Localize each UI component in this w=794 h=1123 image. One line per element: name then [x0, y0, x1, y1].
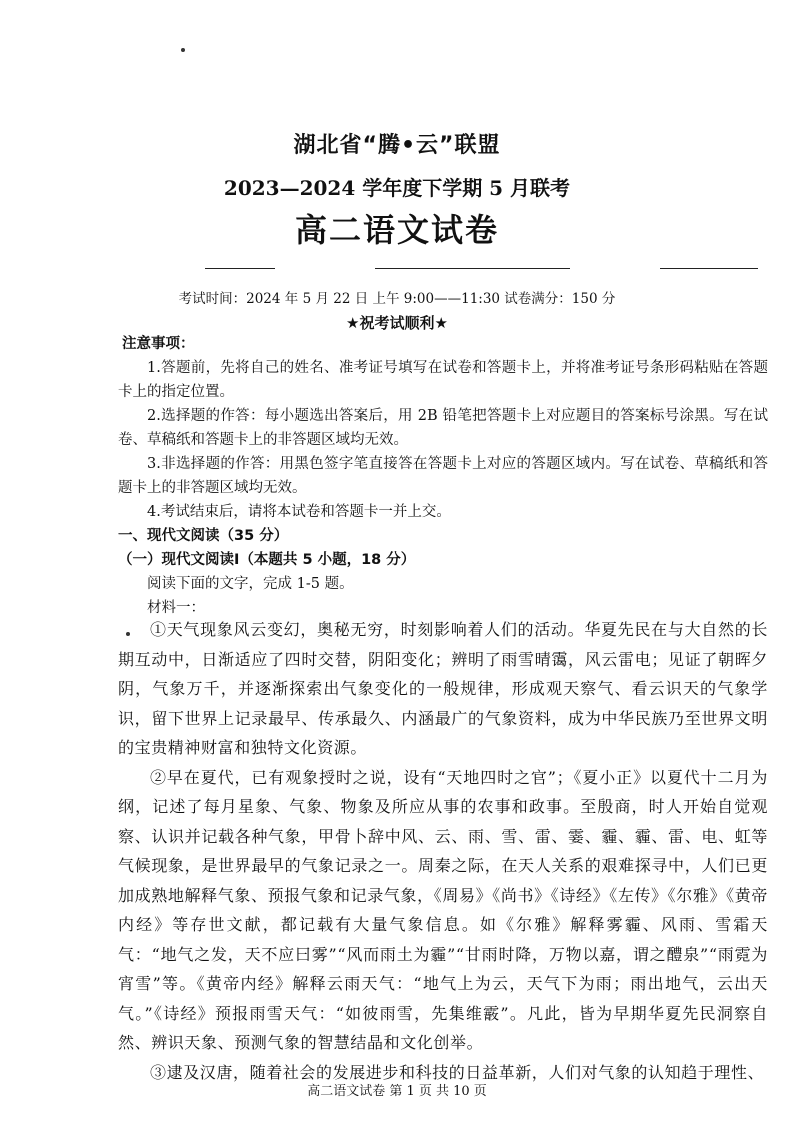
- notes-block: [118, 332, 768, 620]
- exam-name: 2023—2024 学年度下学期 5 月联考: [223, 176, 571, 200]
- header-rule-center: [375, 268, 570, 269]
- reading-instruction: 阅读下面的文字，完成 1-5 题。: [147, 576, 354, 592]
- note-item: 2.选择题的作答：每小题选出答案后，用 2B 铅笔把答题卡上对应题目的答案标号涂黑。写在试卷、草稿纸和答题卡上的非答题区域均无效。: [118, 408, 768, 448]
- wish-line: ★祝考试顺利★: [346, 314, 448, 332]
- exam-info: 考试时间：2024 年 5 月 22 日 上午 9:00——11:30 试卷满分：150 分: [178, 291, 616, 307]
- passage-paragraph: ①天气现象风云变幻，奥秘无穷，时刻影响着人们的活动。华夏先民在与大自然的长期互动中，日渐适应了四时交替，阴阳变化；辨明了雨雪晴霭，风云雷电；见证了朝晖夕阴，气象万千，并逐渐探索出气象变化的一般规律，形成观天察气、看云识天的气象学识，留下世界上记录最早、传承最久、内涵最广的气象资料，成为中华民族乃至世界文明的宝贵精神财富和独特文化资源。: [118, 620, 768, 757]
- header-rule-left: [205, 268, 275, 269]
- subsection-heading: （一）现代文阅读Ⅰ（本题共 5 小题，18 分）: [118, 552, 416, 568]
- alliance-title: 湖北省“腾•云”联盟: [293, 133, 501, 158]
- header-rule-right: [660, 268, 758, 269]
- material-label: 材料一：: [147, 600, 205, 616]
- note-item: 4.考试结束后，请将本试卷和答题卡一并上交。: [147, 504, 451, 520]
- passage-paragraph: ②早在夏代，已有观象授时之说，设有“天地四时之官”；《夏小正》以夏代十二月为纲，记述了每月星象、气象、物象及所应从事的农事和政事。至殷商，时人开始自觉观察、认识并记载各种气象，甲骨卜辞中风、云、雨、雪、雷、霎、霾、霾、雷、电、虹等气候现象，是世界最早的气象记录之一。周秦之际，在天人关系的艰难探寻中，人们已更加成熟地解释气象、预报气象和记录气象，《周易》《尚书》《诗经》《左传》《尔雅》《黄帝内经》等存世文献，都记载有大量气象信息。如《尔雅》解释雾霾、风雨、雪霜天气：“地气之发，天不应曰雾”“风而雨土为霾”“甘雨时降，万物以嘉，谓之醴泉”“雨霓为宵雪”等。《黄帝内经》解释云雨天气：“地气上为云，天气下为雨；雨出地气，云出天气。”《诗经》预报雨雪天气：“如彼雨雪，先集维霰”。凡此，皆为早期华夏先民洞察自然、辨识天象、预测气象的智慧结晶和文化创举。: [118, 767, 768, 1052]
- paper-title: 高二语文试卷: [294, 211, 499, 249]
- margin-mark: [126, 632, 130, 636]
- passage-paragraph: ③逮及汉唐，随着社会的发展进步和科技的日益革新，人们对气象的认知趋于理性、: [150, 1062, 765, 1082]
- page-footer: 高二语文试卷 第 1 页 共 10 页: [307, 1084, 487, 1099]
- reading-passage: [118, 615, 768, 1087]
- note-item: 3.非选择题的作答：用黑色签字笔直接答在答题卡上对应的答题区域内。写在试卷、草稿纸和答题卡上的非答题区域均无效。: [118, 456, 768, 496]
- scan-speck: [181, 48, 185, 52]
- note-item: 1.答题前，先将自己的姓名、准考证号填写在试卷和答题卡上，并将准考证号条形码粘贴在答题卡上的指定位置。: [118, 360, 768, 400]
- section-heading: 一、现代文阅读（35 分）: [118, 528, 289, 544]
- notes-title: 注意事项：: [122, 336, 195, 352]
